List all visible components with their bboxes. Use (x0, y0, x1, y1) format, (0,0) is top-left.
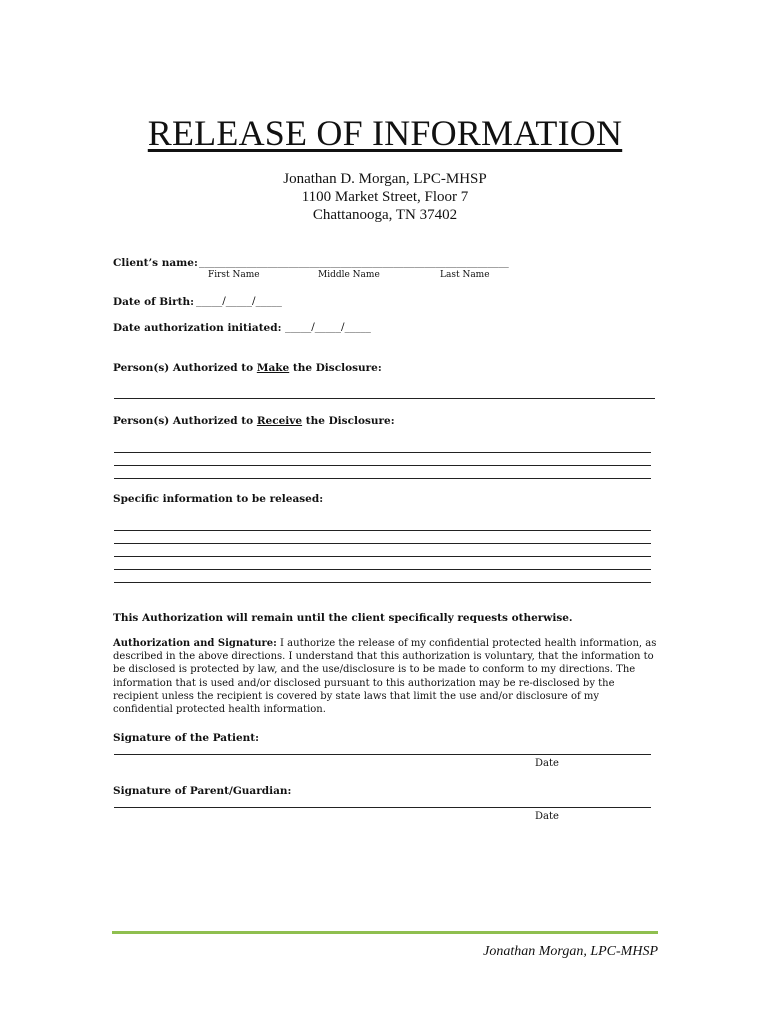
make-disclosure-label (113, 362, 382, 374)
guardian-signature-date-caption: Date (535, 811, 559, 822)
client-name-label: Client’s name: (113, 257, 198, 269)
specific-info-line-2[interactable] (114, 543, 651, 544)
specific-info-label: Specific information to be released: (113, 493, 324, 505)
provider-city: Chattanooga, TN 37402 (312, 207, 458, 223)
receive-disclosure-line-2[interactable] (114, 465, 651, 466)
receive-disclosure-line-1[interactable] (114, 452, 651, 453)
make-disclosure-line-1[interactable] (114, 398, 655, 399)
specific-info-line-4[interactable] (114, 569, 651, 570)
middle-name-caption: Middle Name (318, 270, 380, 280)
guardian-signature-line[interactable] (114, 807, 651, 808)
provider-block (0, 170, 770, 224)
last-name-caption: Last Name (440, 270, 490, 280)
specific-info-line-1[interactable] (114, 530, 651, 531)
footer-rule (112, 931, 658, 934)
footer-provider-name: Jonathan Morgan, LPC-MHSP (483, 944, 658, 959)
patient-signature-label: Signature of the Patient: (113, 732, 259, 744)
dob-label: Date of Birth: (113, 296, 195, 308)
specific-info-line-3[interactable] (114, 556, 651, 557)
authorization-label: Authorization and Signature: (113, 638, 277, 649)
guardian-signature-label: Signature of Parent/Guardian: (113, 785, 292, 797)
receive-disclosure-post: the Disclosure: (302, 415, 395, 427)
make-disclosure-emph: Make (256, 362, 290, 374)
make-disclosure-pre: Person(s) Authorized to (113, 362, 257, 374)
date-initiated-label: Date authorization initiated: (113, 322, 282, 334)
make-disclosure-post: the Disclosure: (289, 362, 382, 374)
first-name-caption: First Name (208, 270, 260, 280)
receive-disclosure-emph: Receive (256, 415, 303, 427)
client-name-field[interactable]: ___________________________________________________________ (199, 256, 509, 268)
provider-name: Jonathan D. Morgan, LPC-MHSP (283, 171, 487, 187)
patient-signature-date-caption: Date (535, 758, 559, 769)
receive-disclosure-label (113, 415, 395, 427)
document-title: RELEASE OF INFORMATION (147, 113, 623, 153)
receive-disclosure-pre: Person(s) Authorized to (113, 415, 257, 427)
receive-disclosure-line-3[interactable] (114, 478, 651, 479)
patient-signature-line[interactable] (114, 754, 651, 755)
provider-street: 1100 Market Street, Floor 7 (301, 189, 469, 205)
dob-field[interactable]: _____/_____/_____ (196, 295, 282, 307)
authorization-text: I authorize the release of my confidential protected health information, as described in the above directions. I understand that this authorization is voluntary, that the information to be disclosed is protected by law, and the use/disclosure is to be made to conform to my directions. The information that is used and/or disclosed pursuant to this authorization may be re-disclosed by the recipient unless the recipient is covered by state laws that limit the use and/or disclosure of my confidential protected health information. (113, 638, 657, 716)
specific-info-line-5[interactable] (114, 582, 651, 583)
date-initiated-field[interactable]: _____/_____/_____ (285, 321, 371, 333)
authorization-paragraph (113, 637, 661, 716)
remain-statement: This Authorization will remain until the client specifically requests otherwise. (113, 612, 573, 624)
